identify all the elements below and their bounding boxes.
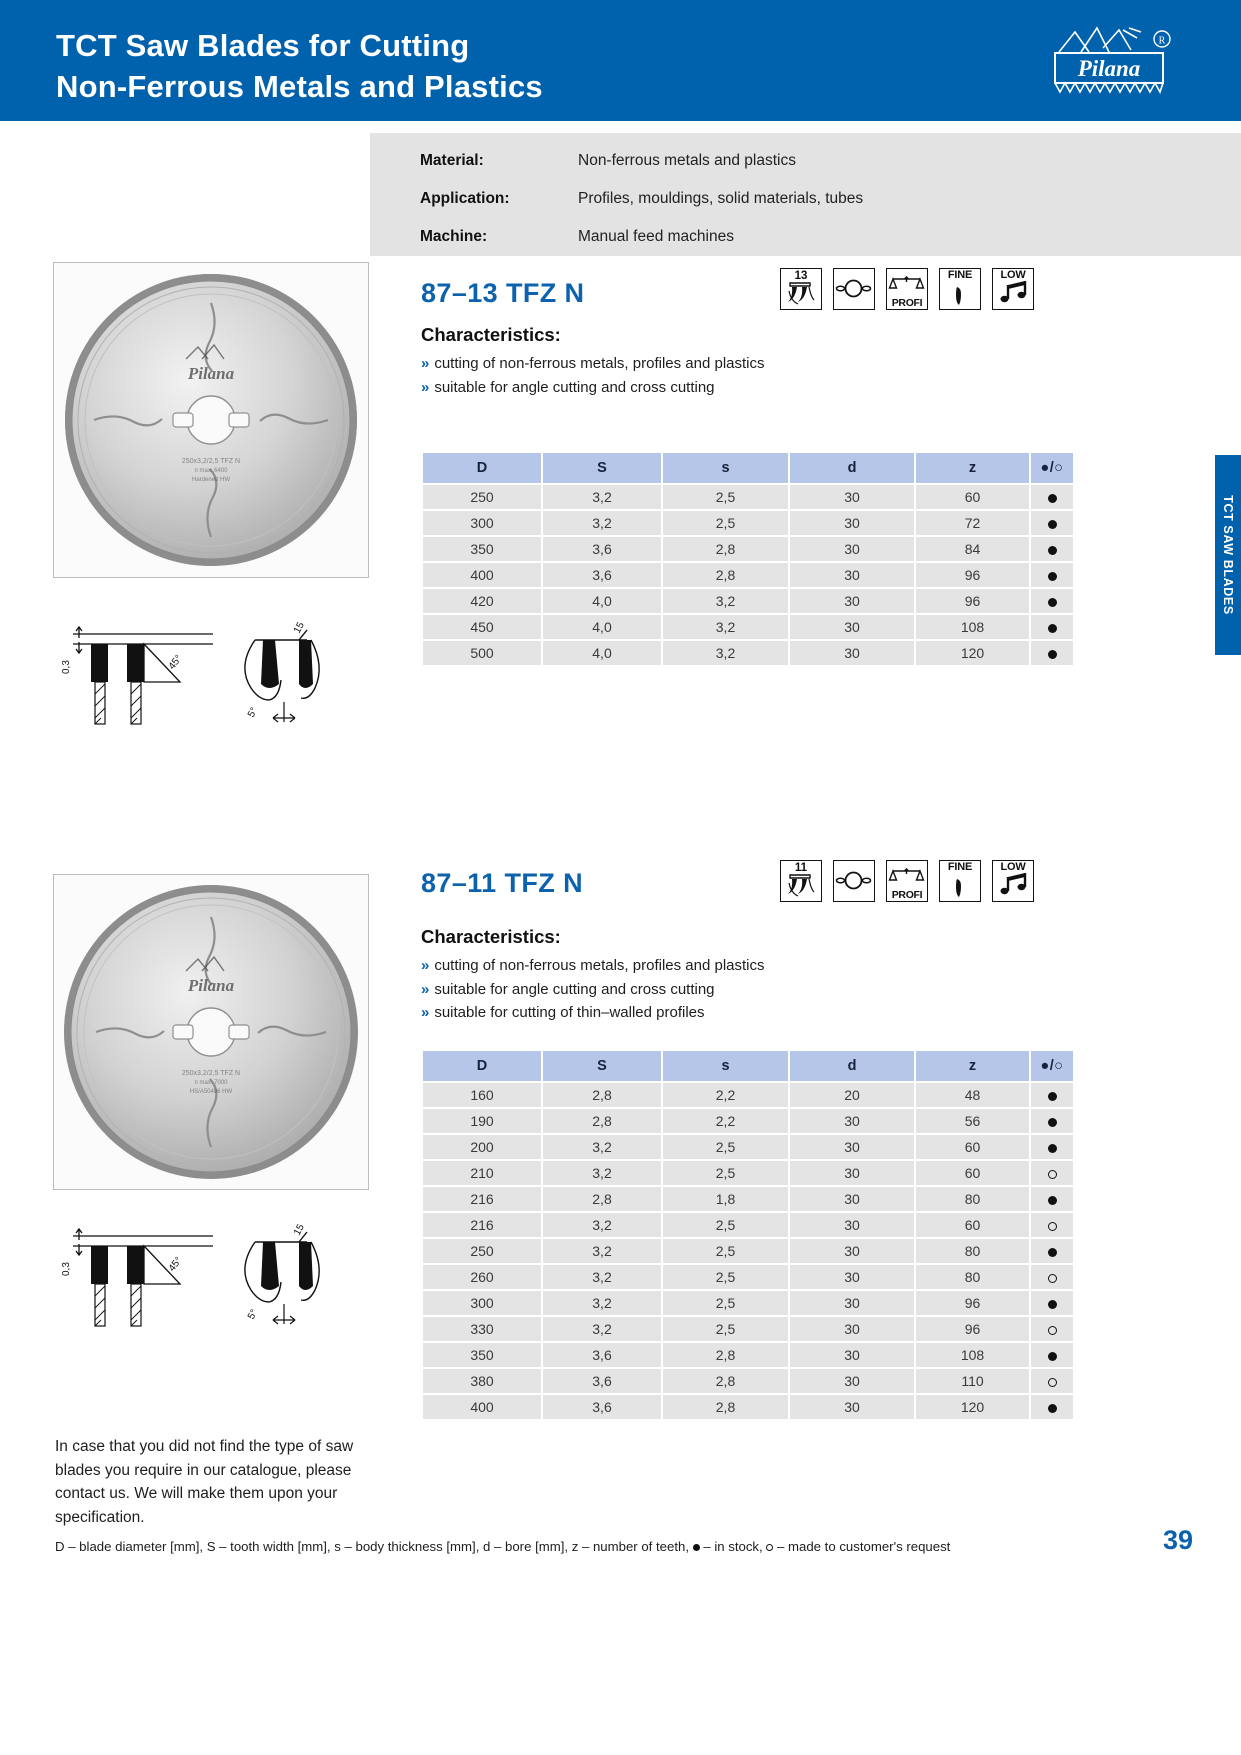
col-header-s: s xyxy=(663,453,788,483)
blade-photo-87-13 xyxy=(53,262,369,578)
list-item: » cutting of non-ferrous metals, profiles and plastics xyxy=(421,355,765,372)
cell-z: 60 xyxy=(916,1213,1029,1237)
cell-z: 60 xyxy=(916,485,1029,509)
cell-stock xyxy=(1031,1213,1073,1237)
cell-s: 2,8 xyxy=(663,1343,788,1367)
characteristics-heading-87-11: Characteristics: xyxy=(421,926,561,947)
cell-S: 3,2 xyxy=(543,1135,661,1159)
page-header xyxy=(0,0,1241,121)
spec-table-87-11 xyxy=(421,1049,1075,1421)
in-stock-icon xyxy=(1048,598,1057,607)
table-row xyxy=(423,1109,1073,1133)
cell-S: 3,2 xyxy=(543,1265,661,1289)
svg-text:n max. 7000: n max. 7000 xyxy=(194,1080,228,1086)
svg-text:250x3,2/2,5 TFZ N: 250x3,2/2,5 TFZ N xyxy=(181,458,241,465)
logo-wordmark: Pilana xyxy=(1077,56,1141,81)
cell-z: 72 xyxy=(916,511,1029,535)
cell-z: 84 xyxy=(916,537,1029,561)
cell-d: 30 xyxy=(790,641,914,665)
col-header-d: d xyxy=(790,453,914,483)
table-row xyxy=(423,1395,1073,1419)
cell-s: 2,5 xyxy=(663,1265,788,1289)
cell-d: 30 xyxy=(790,1317,914,1341)
cell-z: 80 xyxy=(916,1239,1029,1263)
col-header-d: d xyxy=(790,1051,914,1081)
cell-d: 30 xyxy=(790,1369,914,1393)
list-item: » cutting of non-ferrous metals, profiles and plastics xyxy=(421,957,765,974)
profi-quality-icon xyxy=(886,860,928,902)
cell-S: 3,6 xyxy=(543,537,661,561)
product-icons-87-11 xyxy=(780,860,1034,902)
cell-D: 500 xyxy=(423,641,541,665)
cell-D: 420 xyxy=(423,589,541,613)
in-stock-icon xyxy=(1048,1196,1057,1205)
col-header-S: S xyxy=(543,453,661,483)
cell-s: 3,2 xyxy=(663,641,788,665)
blade-photo-87-11 xyxy=(53,874,369,1190)
section-side-tab xyxy=(1215,455,1241,655)
cell-stock xyxy=(1031,589,1073,613)
col-header-S: S xyxy=(543,1051,661,1081)
legend-text: D – blade diameter [mm], S – tooth width [mm], s – body thickness [mm], d – bore [mm], z – number of teeth, – in stock, – made to customer's request xyxy=(55,1539,951,1554)
cell-d: 30 xyxy=(790,1135,914,1159)
cell-D: 450 xyxy=(423,615,541,639)
cell-d: 30 xyxy=(790,1109,914,1133)
hook-angle-label: 45° xyxy=(166,653,185,672)
table-row xyxy=(423,1187,1073,1211)
low-noise-icon xyxy=(992,860,1034,902)
bullet-icon: » xyxy=(421,1004,430,1022)
col-header-z: z xyxy=(916,453,1029,483)
in-stock-icon xyxy=(1048,1404,1057,1413)
svg-text:Pilana: Pilana xyxy=(187,364,235,383)
cell-z: 96 xyxy=(916,1317,1029,1341)
table-row xyxy=(423,641,1073,665)
on-request-icon xyxy=(1048,1222,1057,1231)
cell-stock xyxy=(1031,1083,1073,1107)
table-header-row xyxy=(423,453,1073,483)
svg-text:HS/A50486 HW: HS/A50486 HW xyxy=(189,1089,233,1095)
table-body-87-13 xyxy=(423,485,1073,665)
info-label-material: Material: xyxy=(420,152,484,169)
cell-d: 30 xyxy=(790,1343,914,1367)
cell-S: 3,6 xyxy=(543,1343,661,1367)
page-title-line2: Non-Ferrous Metals and Plastics xyxy=(56,68,543,104)
in-stock-icon xyxy=(693,1544,700,1551)
fine-label: FINE xyxy=(947,861,973,873)
clearance-label: 0,3 xyxy=(61,660,72,674)
cell-D: 250 xyxy=(423,485,541,509)
pilana-logo xyxy=(1045,26,1183,96)
cell-d: 30 xyxy=(790,1187,914,1211)
profi-label: PROFI xyxy=(891,297,923,309)
table-row xyxy=(423,1083,1073,1107)
cell-stock xyxy=(1031,1109,1073,1133)
svg-text:Pilana: Pilana xyxy=(187,976,235,995)
cell-d: 30 xyxy=(790,485,914,509)
cell-S: 4,0 xyxy=(543,615,661,639)
cell-S: 2,8 xyxy=(543,1187,661,1211)
cell-z: 96 xyxy=(916,563,1029,587)
cell-z: 60 xyxy=(916,1135,1029,1159)
cell-s: 2,8 xyxy=(663,563,788,587)
page-title xyxy=(56,26,543,108)
cell-S: 2,8 xyxy=(543,1083,661,1107)
cell-D: 160 xyxy=(423,1083,541,1107)
cell-s: 2,8 xyxy=(663,537,788,561)
table-row xyxy=(423,1161,1073,1185)
on-request-icon xyxy=(1048,1274,1057,1283)
hook-angle-label: 45° xyxy=(166,1255,185,1274)
info-value-machine: Manual feed machines xyxy=(578,228,734,245)
table-row xyxy=(423,1369,1073,1393)
side-tab-label: TCT SAW BLADES xyxy=(1221,495,1235,615)
cell-d: 30 xyxy=(790,1291,914,1315)
cell-s: 2,5 xyxy=(663,485,788,509)
cell-S: 3,2 xyxy=(543,1317,661,1341)
cell-stock xyxy=(1031,563,1073,587)
table-row xyxy=(423,589,1073,613)
cell-d: 30 xyxy=(790,1395,914,1419)
cell-d: 30 xyxy=(790,615,914,639)
cell-z: 56 xyxy=(916,1109,1029,1133)
cell-D: 190 xyxy=(423,1109,541,1133)
bore-icon xyxy=(833,860,875,902)
on-request-icon xyxy=(1048,1378,1057,1387)
product-icons-87-13 xyxy=(780,268,1034,310)
cell-stock xyxy=(1031,1343,1073,1367)
characteristics-heading-87-13: Characteristics: xyxy=(421,324,561,345)
svg-text:n max. 6400: n max. 6400 xyxy=(194,468,228,474)
list-item: » suitable for cutting of thin–walled profiles xyxy=(421,1004,705,1022)
cell-stock xyxy=(1031,1161,1073,1185)
in-stock-icon xyxy=(1048,520,1057,529)
clearance-label: 0,3 xyxy=(61,1262,72,1276)
bullet-icon: » xyxy=(421,355,430,372)
cell-d: 20 xyxy=(790,1083,914,1107)
cell-z: 120 xyxy=(916,1395,1029,1419)
svg-text:250x3,2/2,5 TFZ N: 250x3,2/2,5 TFZ N xyxy=(181,1070,241,1077)
cell-s: 2,5 xyxy=(663,1291,788,1315)
tooth-angle-value: 11 xyxy=(794,862,808,874)
cell-d: 30 xyxy=(790,563,914,587)
in-stock-icon xyxy=(1048,650,1057,659)
in-stock-icon xyxy=(1048,1352,1057,1361)
fine-cut-icon xyxy=(939,860,981,902)
top-angle-label: 15° xyxy=(291,1224,309,1238)
tooth-angle-value: 13 xyxy=(794,270,808,282)
cell-D: 380 xyxy=(423,1369,541,1393)
table-row xyxy=(423,511,1073,535)
cell-stock xyxy=(1031,1187,1073,1211)
cell-D: 400 xyxy=(423,563,541,587)
cell-stock xyxy=(1031,485,1073,509)
page-title-line1: TCT Saw Blades for Cutting xyxy=(56,28,470,63)
spec-table-87-13 xyxy=(421,451,1075,667)
cell-stock xyxy=(1031,1395,1073,1419)
cell-D: 300 xyxy=(423,1291,541,1315)
table-row xyxy=(423,537,1073,561)
cell-S: 3,2 xyxy=(543,1291,661,1315)
cell-D: 350 xyxy=(423,537,541,561)
table-row xyxy=(423,1265,1073,1289)
cell-stock xyxy=(1031,1369,1073,1393)
cell-z: 60 xyxy=(916,1161,1029,1185)
cell-s: 2,2 xyxy=(663,1109,788,1133)
low-noise-icon xyxy=(992,268,1034,310)
cell-D: 400 xyxy=(423,1395,541,1419)
in-stock-icon xyxy=(1048,546,1057,555)
cell-d: 30 xyxy=(790,1213,914,1237)
cell-S: 3,6 xyxy=(543,1395,661,1419)
table-row xyxy=(423,1317,1073,1341)
page-number: 39 xyxy=(1162,1525,1193,1555)
cell-z: 96 xyxy=(916,589,1029,613)
cell-S: 3,2 xyxy=(543,1213,661,1237)
cell-s: 2,5 xyxy=(663,1317,788,1341)
cell-z: 120 xyxy=(916,641,1029,665)
cell-s: 2,5 xyxy=(663,1239,788,1263)
tooth-geometry-diagram-87-11 xyxy=(55,1224,395,1349)
cell-z: 80 xyxy=(916,1187,1029,1211)
cell-stock xyxy=(1031,1265,1073,1289)
cell-D: 210 xyxy=(423,1161,541,1185)
table-header-row xyxy=(423,1051,1073,1081)
on-request-icon xyxy=(1048,1170,1057,1179)
info-label-machine: Machine: xyxy=(420,228,488,245)
cell-z: 96 xyxy=(916,1291,1029,1315)
characteristics-list-87-13 xyxy=(421,352,765,399)
tooth-angle-icon xyxy=(780,268,822,310)
table-row xyxy=(423,1291,1073,1315)
low-label: LOW xyxy=(1000,861,1026,873)
cell-s: 3,2 xyxy=(663,589,788,613)
table-row xyxy=(423,563,1073,587)
cell-D: 330 xyxy=(423,1317,541,1341)
cell-d: 30 xyxy=(790,511,914,535)
product-title-87-13: 87–13 TFZ N xyxy=(421,278,585,308)
cell-stock xyxy=(1031,1317,1073,1341)
cell-s: 2,5 xyxy=(663,1213,788,1237)
col-header-stock: ●/○ xyxy=(1031,1051,1073,1081)
cell-s: 3,2 xyxy=(663,615,788,639)
cell-stock xyxy=(1031,615,1073,639)
cell-S: 3,6 xyxy=(543,1369,661,1393)
table-row xyxy=(423,1135,1073,1159)
cell-D: 216 xyxy=(423,1213,541,1237)
cell-S: 3,2 xyxy=(543,1239,661,1263)
table-row xyxy=(423,1343,1073,1367)
in-stock-icon xyxy=(1048,572,1057,581)
table-row xyxy=(423,615,1073,639)
profi-quality-icon xyxy=(886,268,928,310)
cell-stock xyxy=(1031,537,1073,561)
cell-s: 2,5 xyxy=(663,511,788,535)
cell-d: 30 xyxy=(790,1265,914,1289)
info-value-material: Non-ferrous metals and plastics xyxy=(578,152,796,169)
cell-z: 48 xyxy=(916,1083,1029,1107)
cell-S: 3,2 xyxy=(543,511,661,535)
in-stock-icon xyxy=(1048,1300,1057,1309)
cell-d: 30 xyxy=(790,1161,914,1185)
cell-d: 30 xyxy=(790,1239,914,1263)
col-header-s: s xyxy=(663,1051,788,1081)
table-row xyxy=(423,1213,1073,1237)
profi-label: PROFI xyxy=(891,889,923,901)
on-request-icon xyxy=(1048,1326,1057,1335)
cell-D: 200 xyxy=(423,1135,541,1159)
cell-D: 250 xyxy=(423,1239,541,1263)
bottom-angle-label: 5° xyxy=(245,705,261,720)
characteristics-list-87-11 xyxy=(421,954,765,1025)
top-angle-label: 15° xyxy=(291,622,309,636)
table-row xyxy=(423,1239,1073,1263)
list-item: » suitable for angle cutting and cross cutting xyxy=(421,980,715,998)
cell-stock xyxy=(1031,1135,1073,1159)
cell-stock xyxy=(1031,641,1073,665)
tooth-geometry-diagram-87-13 xyxy=(55,622,395,747)
cell-d: 30 xyxy=(790,537,914,561)
cell-S: 4,0 xyxy=(543,589,661,613)
tooth-angle-icon xyxy=(780,860,822,902)
cell-S: 3,6 xyxy=(543,563,661,587)
cell-s: 2,8 xyxy=(663,1369,788,1393)
cell-z: 108 xyxy=(916,615,1029,639)
bullet-icon: » xyxy=(421,980,430,998)
fine-cut-icon xyxy=(939,268,981,310)
in-stock-icon xyxy=(1048,1118,1057,1127)
cell-z: 110 xyxy=(916,1369,1029,1393)
table-body-87-11 xyxy=(423,1083,1073,1419)
cell-S: 3,2 xyxy=(543,485,661,509)
col-header-stock: ●/○ xyxy=(1031,453,1073,483)
in-stock-icon xyxy=(1048,1248,1057,1257)
cell-s: 2,2 xyxy=(663,1083,788,1107)
product-title-87-11: 87–11 TFZ N xyxy=(421,868,583,898)
in-stock-icon xyxy=(1048,494,1057,503)
bore-icon xyxy=(833,268,875,310)
product-info-panel xyxy=(370,133,1241,256)
cell-s: 2,5 xyxy=(663,1161,788,1185)
cell-stock xyxy=(1031,1291,1073,1315)
svg-text:R: R xyxy=(1158,35,1166,47)
info-value-application: Profiles, mouldings, solid materials, tubes xyxy=(578,190,864,207)
svg-text:Hardened HW: Hardened HW xyxy=(191,477,231,483)
cell-S: 4,0 xyxy=(543,641,661,665)
on-request-icon xyxy=(766,1544,773,1551)
bullet-icon: » xyxy=(421,378,430,396)
table-row xyxy=(423,485,1073,509)
col-header-z: z xyxy=(916,1051,1029,1081)
bottom-angle-label: 5° xyxy=(245,1307,261,1322)
cell-D: 216 xyxy=(423,1187,541,1211)
cell-D: 300 xyxy=(423,511,541,535)
info-label-application: Application: xyxy=(420,190,510,207)
cell-D: 260 xyxy=(423,1265,541,1289)
cell-stock xyxy=(1031,511,1073,535)
cell-S: 3,2 xyxy=(543,1161,661,1185)
contact-note: In case that you did not find the type of saw blades you require in our catalogue, please contact us. We will make them upon your specification. xyxy=(55,1438,354,1527)
col-header-D: D xyxy=(423,453,541,483)
list-item: » suitable for angle cutting and cross cutting xyxy=(421,378,715,396)
cell-z: 80 xyxy=(916,1265,1029,1289)
cell-stock xyxy=(1031,1239,1073,1263)
cell-s: 2,8 xyxy=(663,1395,788,1419)
cell-d: 30 xyxy=(790,589,914,613)
bullet-icon: » xyxy=(421,957,430,974)
cell-s: 2,5 xyxy=(663,1135,788,1159)
in-stock-icon xyxy=(1048,1144,1057,1153)
col-header-D: D xyxy=(423,1051,541,1081)
cell-s: 1,8 xyxy=(663,1187,788,1211)
in-stock-icon xyxy=(1048,1092,1057,1101)
low-label: LOW xyxy=(1000,269,1026,281)
in-stock-icon xyxy=(1048,624,1057,633)
fine-label: FINE xyxy=(947,269,973,281)
cell-S: 2,8 xyxy=(543,1109,661,1133)
cell-D: 350 xyxy=(423,1343,541,1367)
cell-z: 108 xyxy=(916,1343,1029,1367)
